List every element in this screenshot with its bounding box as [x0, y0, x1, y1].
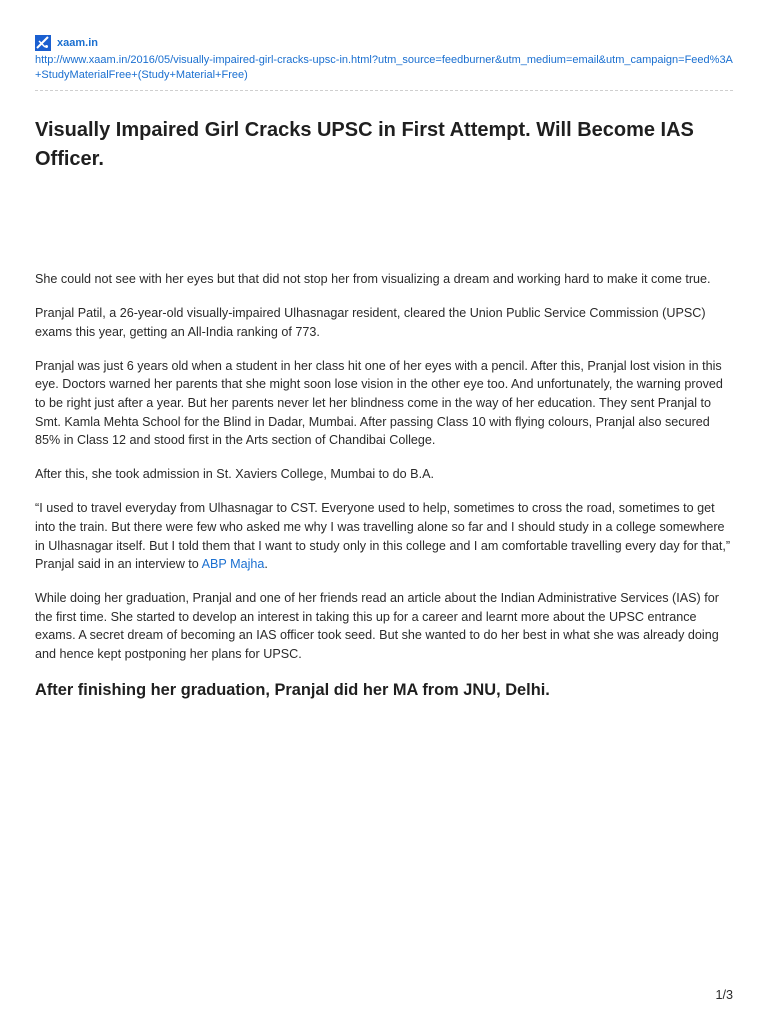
header-divider [35, 90, 733, 91]
page-number: 1/3 [715, 988, 733, 1002]
document-header [35, 34, 735, 82]
article-body [35, 270, 735, 701]
quote-text: “I used to travel everyday from Ulhasnagar to CST. Everyone used to help, sometimes to cross the road, sometimes to get into the train. But there were few who asked me why I was travelling alone so far and I should study in a college somewhere in Ulhasnagar itself. But I told them that I want to study only in this college and I am comfortable travelling every day for that,” Pranjal said in an interview to [35, 501, 731, 572]
paragraph-college: After this, she took admission in St. Xaviers College, Mumbai to do B.A. [35, 467, 434, 482]
paragraph-graduation: While doing her graduation, Pranjal and one of her friends read an article about the Indian Administrative Services (IAS) for the first time. She started to develop an interest in taking this up for a career and learnt more about the UPSC entrance exams. A secret dream of becoming an IAS officer took seed. But she wanted to do her best in what she was already doing and hence kept postponing her plans for UPSC. [35, 591, 719, 661]
article-subheading: After finishing her graduation, Pranjal did her MA from JNU, Delhi. [35, 681, 550, 700]
paragraph-result: Pranjal Patil, a 26-year-old visually-impaired Ulhasnagar resident, cleared the Union Public Service Commission (UPSC) exams this year, getting an All-India ranking of 773. [35, 306, 706, 339]
abp-majha-link[interactable]: ABP Majha [201, 557, 265, 572]
paragraph-intro: She could not see with her eyes but that did not stop her from visualizing a dream and working hard to make it come true. [35, 272, 711, 286]
paragraph-quote [35, 499, 735, 573]
quote-end: . [264, 557, 268, 572]
article-title: Visually Impaired Girl Cracks UPSC in First Attempt. Will Become IAS Officer. [35, 119, 694, 170]
site-name-link[interactable]: xaam.in [57, 37, 98, 49]
source-url-link[interactable]: http://www.xaam.in/2016/05/visually-impaired-girl-cracks-upsc-in.html?utm_source=feedburner&utm_medium=email&utm_campaign=Feed%3A+StudyMaterialFree+(Study+Material+Free) [35, 54, 733, 81]
paragraph-childhood: Pranjal was just 6 years old when a student in her class hit one of her eyes with a pencil. After this, Pranjal lost vision in this eye. Doctors warned her parents that she might soon lose vision in the other eye too. And unfortunately, the warning proved to be right just after a year. But her parents never let her blindness come in the way of her education. They sent Pranjal to Smt. Kamla Mehta School for the Blind in Dadar, Mumbai. After passing Class 10 with flying colours, Pranjal also secured 85% in Class 12 and stood first in the Arts section of Chandibai College. [35, 358, 723, 448]
site-logo-icon [35, 35, 51, 51]
site-row [35, 34, 735, 52]
